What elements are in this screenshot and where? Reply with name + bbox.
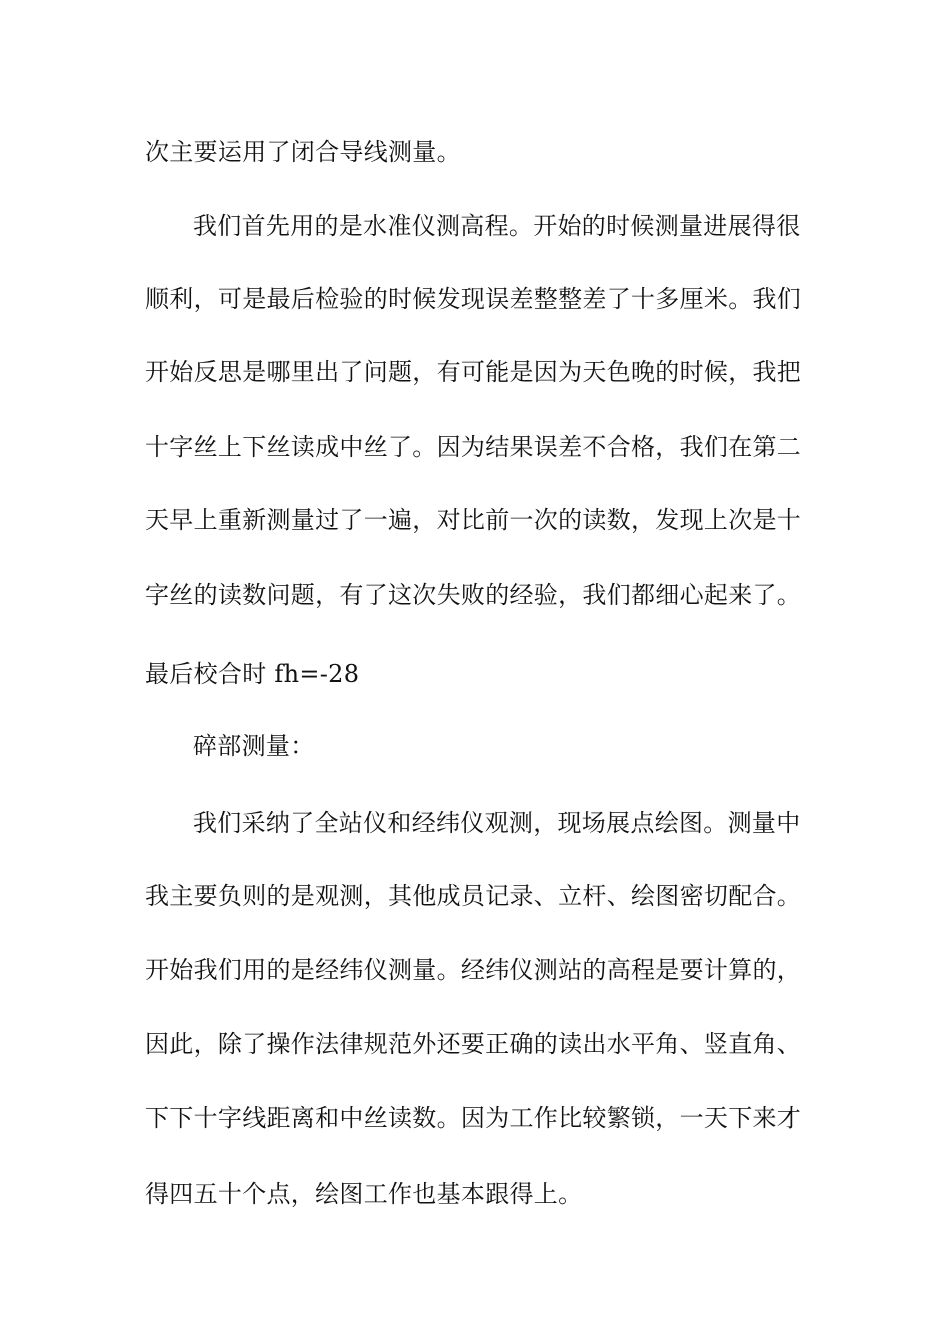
section-heading: 碎部测量： xyxy=(193,732,315,760)
text-line: 开始我们用的是经纬仪测量。经纬仪测站的高程是要计算的， xyxy=(145,956,802,984)
text-line: 得四五十个点，绘图工作也基本跟得上。 xyxy=(145,1180,583,1208)
text-line: 次主要运用了闭合导线测量。 xyxy=(145,138,461,166)
paragraph-first-line: 我们采纳了全站仪和经纬仪观测，现场展点绘图。测量中 xyxy=(193,809,801,837)
text-line: 天早上重新测量过了一遍，对比前一次的读数，发现上次是十 xyxy=(145,506,802,534)
text-line: 下下十字线距离和中丝读数。因为工作比较繁锁，一天下来才 xyxy=(145,1104,802,1132)
paragraph-first-line: 我们首先用的是水准仪测高程。开始的时候测量进展得很 xyxy=(193,212,801,240)
text-line: 十字丝上下丝读成中丝了。因为结果误差不合格，我们在第二 xyxy=(145,433,802,461)
text-line: 因此，除了操作法律规范外还要正确的读出水平角、竖直角、 xyxy=(145,1030,802,1058)
text-line: 最后校合时 fh=-28 xyxy=(145,660,360,688)
text-line: 字丝的读数问题，有了这次失败的经验，我们都细心起来了。 xyxy=(145,581,802,609)
text-line: 开始反思是哪里出了问题，有可能是因为天色晚的时候，我把 xyxy=(145,358,802,386)
text-line: 我主要负则的是观测，其他成员记录、立杆、绘图密切配合。 xyxy=(145,882,802,910)
text-line: 顺利，可是最后检验的时候发现误差整整差了十多厘米。我们 xyxy=(145,285,802,313)
